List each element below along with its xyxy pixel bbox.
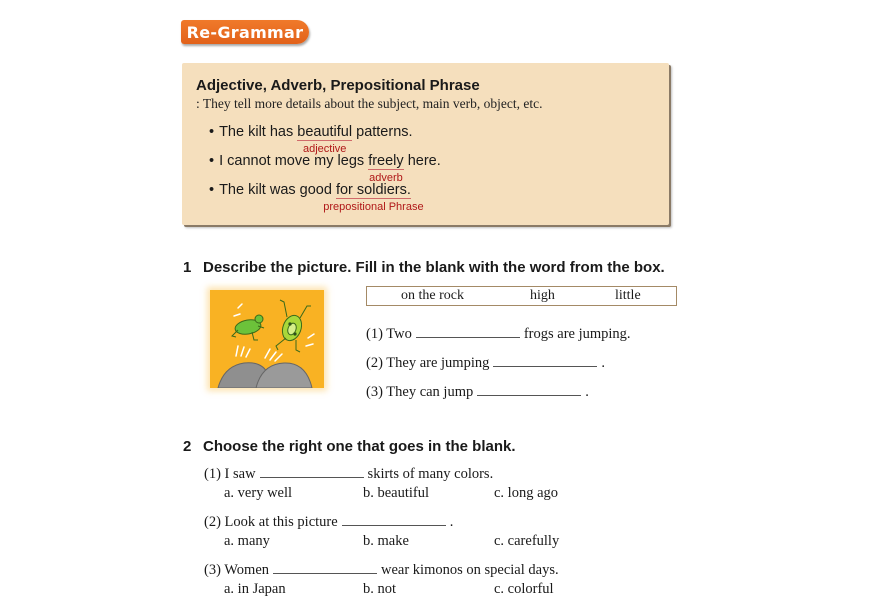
exercise-1-instruction — [183, 259, 665, 276]
example-text: The kilt has — [219, 124, 294, 140]
bullet: • — [209, 182, 215, 198]
instruction-text: Choose the right one that goes in the blank. — [203, 438, 516, 455]
choice-option[interactable]: b. not — [363, 581, 397, 597]
exercise-2-item-3 — [204, 559, 559, 579]
answer-blank[interactable] — [416, 323, 520, 338]
choice-option[interactable]: b. beautiful — [363, 485, 430, 501]
part-of-speech-label: prepositional Phrase — [323, 201, 424, 213]
grammar-example — [209, 182, 424, 213]
item-text: (2) They are jumping — [366, 355, 490, 371]
part-of-speech-label: adjective — [302, 143, 347, 155]
frogs-icon — [210, 290, 324, 388]
item-text: skirts of many colors. — [367, 466, 494, 482]
example-text: here. — [407, 153, 441, 169]
answer-blank[interactable] — [493, 352, 597, 367]
highlighted-word — [323, 182, 424, 213]
highlight-text: beautiful — [297, 124, 353, 140]
instruction-text: Describe the picture. Fill in the blank with the word from the box. — [203, 259, 665, 276]
item-text: (3) Women — [204, 562, 270, 578]
item-text: (2) Look at this picture — [204, 514, 338, 530]
section-tag-label: Re-Grammar — [186, 22, 304, 42]
grammar-example — [209, 124, 413, 155]
answer-blank[interactable] — [477, 381, 581, 396]
highlight-text: for soldiers. — [335, 182, 411, 198]
exercise-1-item-3 — [366, 381, 589, 401]
bullet: • — [209, 124, 215, 140]
jumping-frogs-illustration — [210, 290, 324, 388]
example-text: I cannot move my legs — [219, 153, 365, 169]
example-text: The kilt was good — [219, 182, 332, 198]
exercise-number: 1 — [183, 259, 192, 276]
exercise-2-item-1 — [204, 463, 493, 483]
exercise-1-item-2 — [366, 352, 605, 372]
item-text: frogs are jumping. — [523, 326, 631, 342]
section-tag — [181, 20, 309, 44]
choice-option[interactable]: a. very well — [224, 485, 293, 501]
item-text: . — [601, 355, 605, 371]
bullet: • — [209, 153, 215, 169]
grammar-explanation-box — [182, 63, 669, 225]
word-option: little — [615, 288, 641, 303]
exercise-number: 2 — [183, 438, 192, 455]
grammar-box-subtitle: : They tell more details about the subject, main verb, object, etc. — [196, 96, 543, 111]
item-text: (1) I saw — [204, 466, 256, 482]
exercise-2-instruction — [183, 438, 516, 455]
item-text: . — [449, 514, 454, 530]
exercise-1-item-1 — [366, 323, 631, 343]
choice-option[interactable]: c. colorful — [494, 581, 554, 597]
choice-option[interactable]: b. make — [363, 533, 409, 549]
choice-option[interactable]: a. many — [224, 533, 270, 549]
answer-blank[interactable] — [260, 463, 364, 478]
highlighted-word — [297, 124, 353, 155]
answer-blank[interactable] — [273, 559, 377, 574]
exercise-2-item-2 — [204, 511, 453, 531]
item-text: wear kimonos on special days. — [381, 562, 559, 578]
grammar-box-title: Adjective, Adverb, Prepositional Phrase — [196, 77, 480, 94]
item-text: . — [585, 384, 589, 400]
item-text: (3) They can jump — [366, 384, 474, 400]
word-option: high — [530, 288, 555, 303]
choice-option[interactable]: c. carefully — [494, 533, 560, 549]
example-text: patterns. — [356, 124, 413, 140]
choice-option[interactable]: a. in Japan — [224, 581, 286, 597]
answer-blank[interactable] — [342, 511, 446, 526]
choice-option[interactable]: c. long ago — [494, 485, 559, 501]
word-option: on the rock — [401, 288, 464, 303]
highlight-text: freely — [368, 153, 404, 169]
word-box — [366, 286, 677, 306]
grammar-example — [209, 153, 441, 184]
highlighted-word — [368, 153, 404, 184]
item-text: (1) Two — [366, 326, 412, 342]
part-of-speech-label: adverb — [369, 172, 403, 184]
